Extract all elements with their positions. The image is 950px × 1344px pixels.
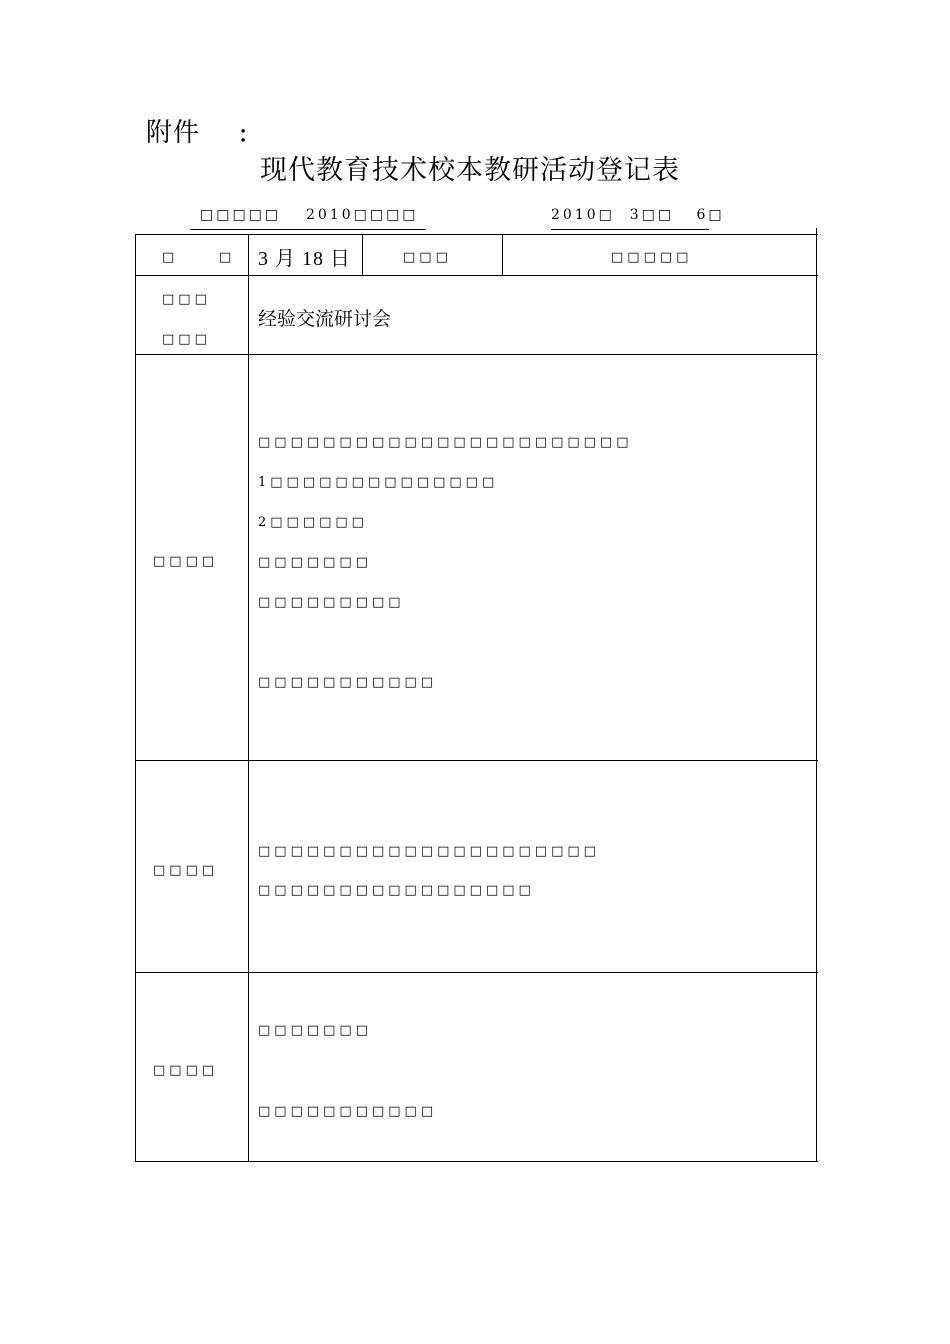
meta-left-field: [190, 207, 426, 230]
table-rule-4: [135, 972, 818, 973]
section1-line: 2□□□□□□: [258, 515, 368, 530]
form-title: 现代教育技术校本教研活动登记表: [260, 155, 680, 186]
location-value: □□□□□: [611, 250, 693, 265]
section1-line: □□□□□□□□□: [258, 595, 405, 610]
section1-line: 1□□□□□□□□□□□□□□: [258, 475, 499, 490]
section3-line: □□□□□□□: [258, 1023, 372, 1038]
row1-divider-b: [502, 234, 503, 275]
date-label: □ □: [162, 250, 236, 265]
table-border-left: [135, 234, 136, 1162]
table-border-top: [135, 234, 818, 235]
meta-left-label: □□□□□: [200, 207, 282, 223]
attachment-colon: ：: [238, 122, 261, 148]
meta-date: 2010□ 3□□ 6□: [551, 207, 725, 223]
table-col-divider: [248, 234, 249, 1162]
topic-label-line1: □□□: [162, 292, 211, 307]
section2-line: □□□□□□□□□□□□□□□□□: [258, 883, 535, 898]
location-label: □□□: [403, 250, 452, 265]
section3-label: □□□□: [153, 1063, 219, 1078]
table-rule-1: [135, 275, 818, 276]
section1-line: □□□□□□□□□□□: [258, 675, 438, 690]
table-border-right: [816, 228, 817, 1162]
section3-line: □□□□□□□□□□□: [258, 1104, 438, 1119]
section1-line: □□□□□□□□□□□□□□□□□□□□□□□: [258, 435, 633, 450]
table-rule-3: [135, 760, 818, 761]
meta-date-field: [551, 207, 725, 230]
attachment-label: 附件: [146, 118, 201, 148]
table-rule-2: [135, 354, 818, 355]
section2-line: □□□□□□□□□□□□□□□□□□□□□: [258, 844, 600, 859]
topic-label-line2: □□□: [162, 332, 211, 347]
activity-date: 3 月 18 日: [258, 248, 351, 270]
table-border-bottom: [135, 1161, 818, 1162]
section2-label: □□□□: [153, 863, 219, 878]
section1-label: □□□□: [153, 554, 219, 569]
row1-divider-a: [362, 234, 363, 275]
section1-line: □□□□□□□: [258, 555, 372, 570]
meta-left-value: 2010□□□□: [306, 207, 419, 223]
activity-topic: 经验交流研讨会: [258, 308, 392, 330]
